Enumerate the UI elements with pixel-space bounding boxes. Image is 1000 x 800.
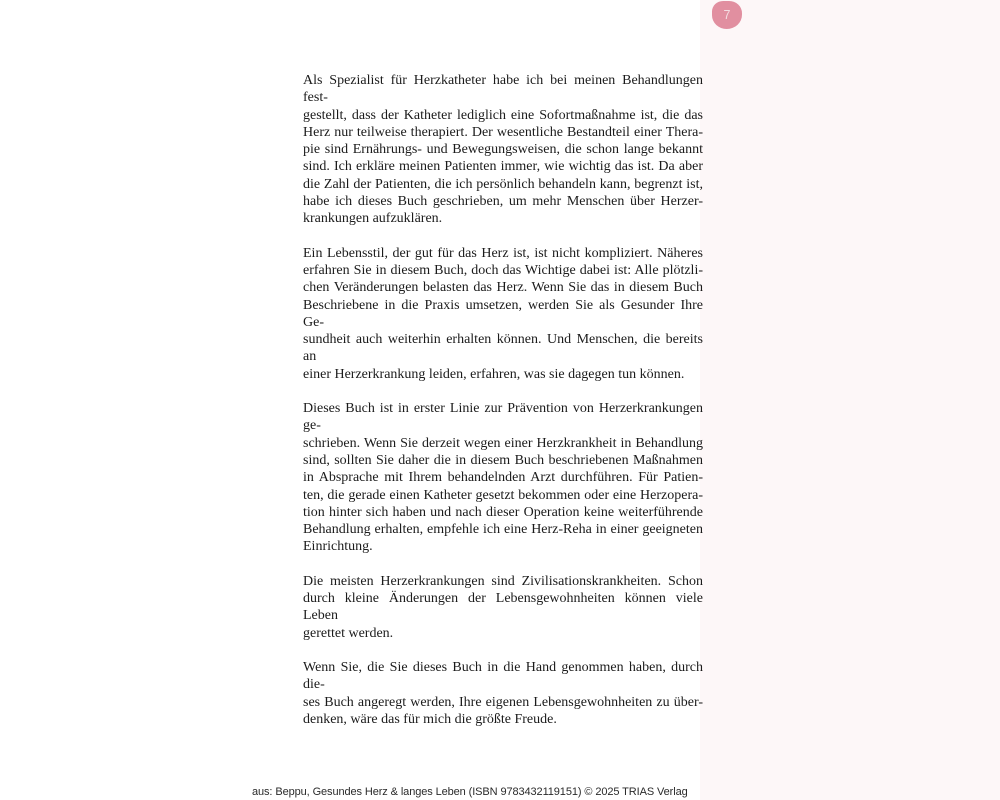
text-line: einer Herzerkrankung leiden, erfahren, was sie dagegen tun können. [303, 366, 685, 382]
paragraph [303, 400, 703, 556]
paragraph [303, 72, 703, 228]
body-text [303, 72, 703, 745]
text-line: ses Buch angeregt werden, Ihre eigenen Lebensgewohnheiten zu über- [303, 694, 703, 710]
paragraph [303, 245, 703, 383]
text-line: Dieses Buch ist in erster Linie zur Prävention von Herzerkrankungen ge- [303, 401, 703, 434]
text-line: gerettet werden. [303, 625, 394, 641]
text-line: gestellt, dass der Katheter lediglich eine Sofortmaßnahme ist, die das [303, 107, 703, 123]
text-line: sundheit auch weiterhin erhalten können. Und Menschen, die bereits an [303, 332, 703, 365]
text-line: in Absprache mit Ihrem behandelnden Arzt durchführen. Für Patien- [303, 470, 703, 486]
text-line: Die meisten Herzerkrankungen sind Zivilisationskrankheiten. Schon [303, 573, 703, 589]
text-line: Ein Lebensstil, der gut für das Herz ist, ist nicht kompliziert. Näheres [303, 245, 703, 261]
text-line: denken, wäre das für mich die größte Freude. [303, 711, 557, 727]
text-line: schrieben. Wenn Sie derzeit wegen einer Herzkrankheit in Behandlung [303, 435, 703, 451]
text-line: die Zahl der Patienten, die ich persönlich behandeln kann, begrenzt ist, [303, 176, 703, 192]
text-line: Herz nur teilweise therapiert. Der wesentliche Bestandteil einer Thera- [303, 124, 703, 140]
text-line: Einrichtung. [303, 539, 373, 555]
page-number: 7 [723, 8, 731, 23]
text-line: Wenn Sie, die Sie dieses Buch in die Hand genommen haben, durch die- [303, 659, 703, 693]
text-line: Beschriebene in die Praxis umsetzen, werden Sie als Gesunder Ihre Ge- [303, 297, 703, 330]
text-line: pie sind Ernährungs- und Bewegungsweisen, die schon lange bekannt [303, 142, 703, 158]
text-line: chen Veränderungen belasten das Herz. Wenn Sie das in diesem Buch [303, 280, 703, 296]
text-line: durch kleine Änderungen der Lebensgewohnheiten können viele Leben [303, 591, 703, 624]
text-line: tion hinter sich haben und nach dieser Operation keine weiterführende [303, 504, 703, 520]
text-line: sind, sollten Sie daher die in diesem Buch beschriebenen Maßnahmen [303, 452, 703, 468]
text-line: ten, die gerade einen Katheter gesetzt bekommen oder eine Herzopera- [303, 487, 703, 503]
text-line: Behandlung erhalten, empfehle ich eine Herz-Reha in einer geeigneten [303, 522, 703, 538]
right-margin-band [700, 0, 1000, 800]
text-line: krankungen aufzuklären. [303, 211, 443, 227]
text-line: habe ich dieses Buch geschrieben, um mehr Menschen über Herzer- [303, 194, 703, 210]
text-line: sind. Ich erkläre meinen Patienten immer, wie wichtig das ist. Da aber [303, 159, 703, 175]
paragraph [303, 659, 703, 728]
text-line: Als Spezialist für Herzkatheter habe ich bei meinen Behandlungen fest- [303, 73, 703, 106]
page-number-badge [712, 1, 742, 29]
credit-line: aus: Beppu, Gesundes Herz & langes Leben (ISBN 9783432119151) © 2025 TRIAS Verlag [252, 786, 688, 798]
text-line: erfahren Sie in diesem Buch, doch das Wichtige dabei ist: Alle plötzli- [303, 262, 703, 278]
paragraph [303, 573, 703, 642]
